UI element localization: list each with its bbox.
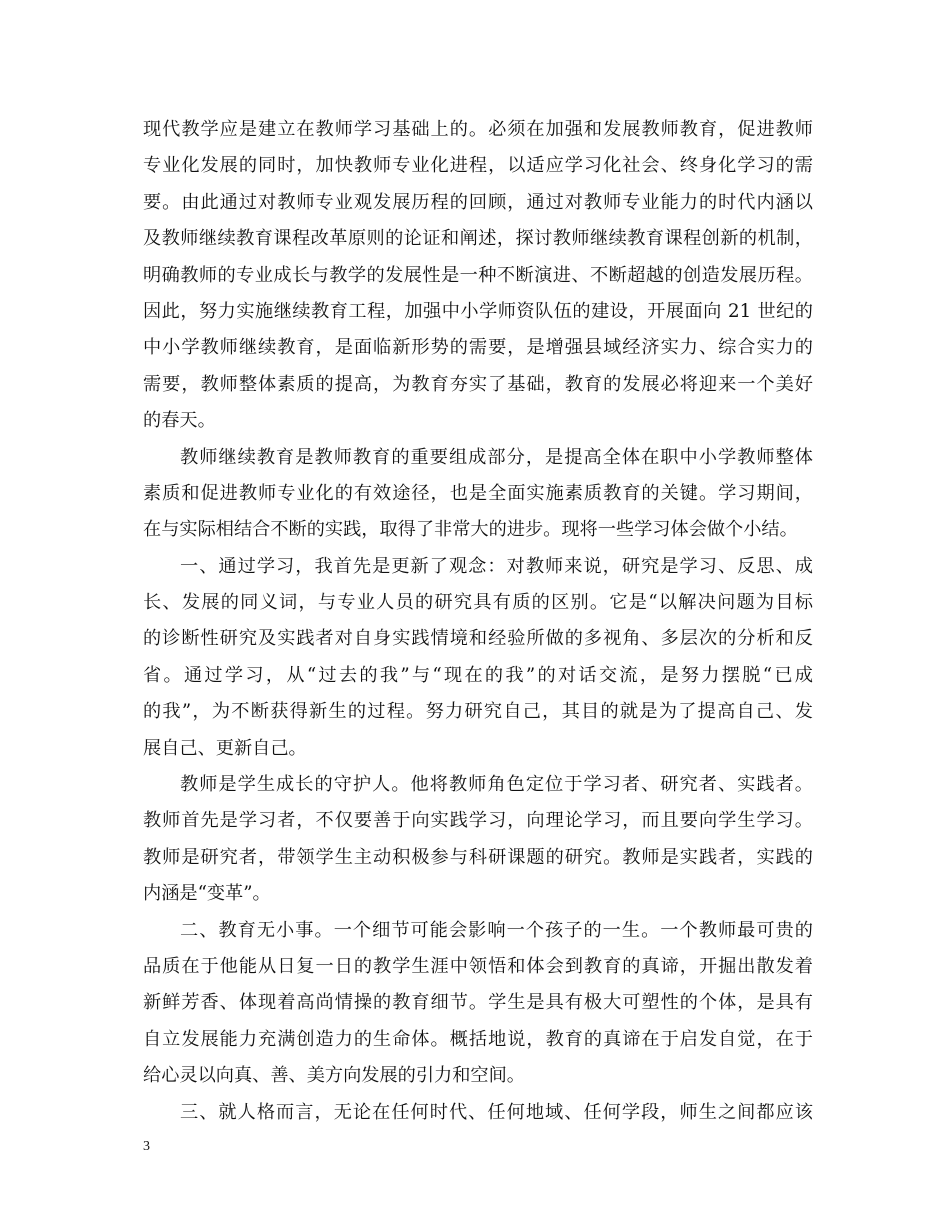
- text-line: 自立发展能力充满创造力的生命体。概括地说，教育的真谛在于启发自觉，在于: [143, 1028, 813, 1050]
- text-line: 二、教育无小事。一个细节可能会影响一个孩子的一生。一个教师最可贵的: [180, 919, 813, 941]
- text-line: 内涵是“变革”。: [143, 883, 271, 905]
- text-line: 在与实际相结合不断的实践，取得了非常大的进步。现将一些学习体会做个小结。: [143, 519, 798, 541]
- text-line: 明确教师的专业成长与教学的发展性是一种不断演进、不断超越的创造发展历程。: [143, 264, 813, 286]
- text-line: 三、就人格而言，无论在任何时代、任何地域、任何学段，师生之间都应该: [180, 1101, 813, 1123]
- text-line: 省。通过学习，从“过去的我”与“现在的我”的对话交流，是努力摆脱“已成: [143, 664, 813, 686]
- text-line: 因此，努力实施继续教育工程，加强中小学师资队伍的建设，开展面向 21 世纪的: [143, 300, 813, 322]
- text-line: 素质和促进教师专业化的有效途径，也是全面实施素质教育的关键。学习期间，: [143, 482, 813, 504]
- text-line: 教师是研究者，带领学生主动积极参与科研课题的研究。教师是实践者，实践的: [143, 846, 813, 868]
- text-line: 教师继续教育是教师教育的重要组成部分，是提高全体在职中小学教师整体: [180, 446, 813, 468]
- text-line: 一、通过学习，我首先是更新了观念：对教师来说，研究是学习、反思、成: [180, 555, 813, 577]
- text-line: 品质在于他能从日复一日的教学生涯中领悟和体会到教育的真谛，开掘出散发着: [143, 955, 813, 977]
- text-line: 长、发展的同义词，与专业人员的研究具有质的区别。它是“以解决问题为目标: [143, 592, 813, 614]
- text-line: 的春天。: [143, 410, 216, 432]
- text-line: 及教师继续教育课程改革原则的论证和阐述，探讨教师继续教育课程创新的机制，: [143, 228, 813, 250]
- text-line: 需要，教师整体素质的提高，为教育夯实了基础，教育的发展必将迎来一个美好: [143, 373, 813, 395]
- text-line: 给心灵以向真、善、美方向发展的引力和空间。: [143, 1065, 525, 1087]
- page-body: [143, 112, 813, 1131]
- page-number: 3: [143, 1139, 150, 1154]
- text-line: 的我”，为不断获得新生的过程。努力研究自己，其目的就是为了提高自己、发: [143, 701, 813, 723]
- text-line: 中小学教师继续教育，是面临新形势的需要，是增强县域经济实力、综合实力的: [143, 337, 813, 359]
- text-line: 现代教学应是建立在教师学习基础上的。必须在加强和发展教师教育，促进教师: [143, 119, 813, 140]
- text-line: 的诊断性研究及实践者对自身实践情境和经验所做的多视角、多层次的分析和反: [143, 628, 813, 650]
- text-line: 专业化发展的同时，加快教师专业化进程，以适应学习化社会、终身化学习的需: [143, 155, 813, 177]
- text-line: 教师是学生成长的守护人。他将教师角色定位于学习者、研究者、实践者。: [180, 774, 813, 796]
- text-line: 要。由此通过对教师专业观发展历程的回顾，通过对教师专业能力的时代内涵以: [143, 191, 813, 213]
- text-line: 展自己、更新自己。: [143, 737, 307, 759]
- text-line: 新鲜芳香、体现着高尚情操的教育细节。学生是具有极大可塑性的个体，是具有: [143, 992, 813, 1014]
- text-line: 教师首先是学习者，不仅要善于向实践学习，向理论学习，而且要向学生学习。: [143, 810, 813, 832]
